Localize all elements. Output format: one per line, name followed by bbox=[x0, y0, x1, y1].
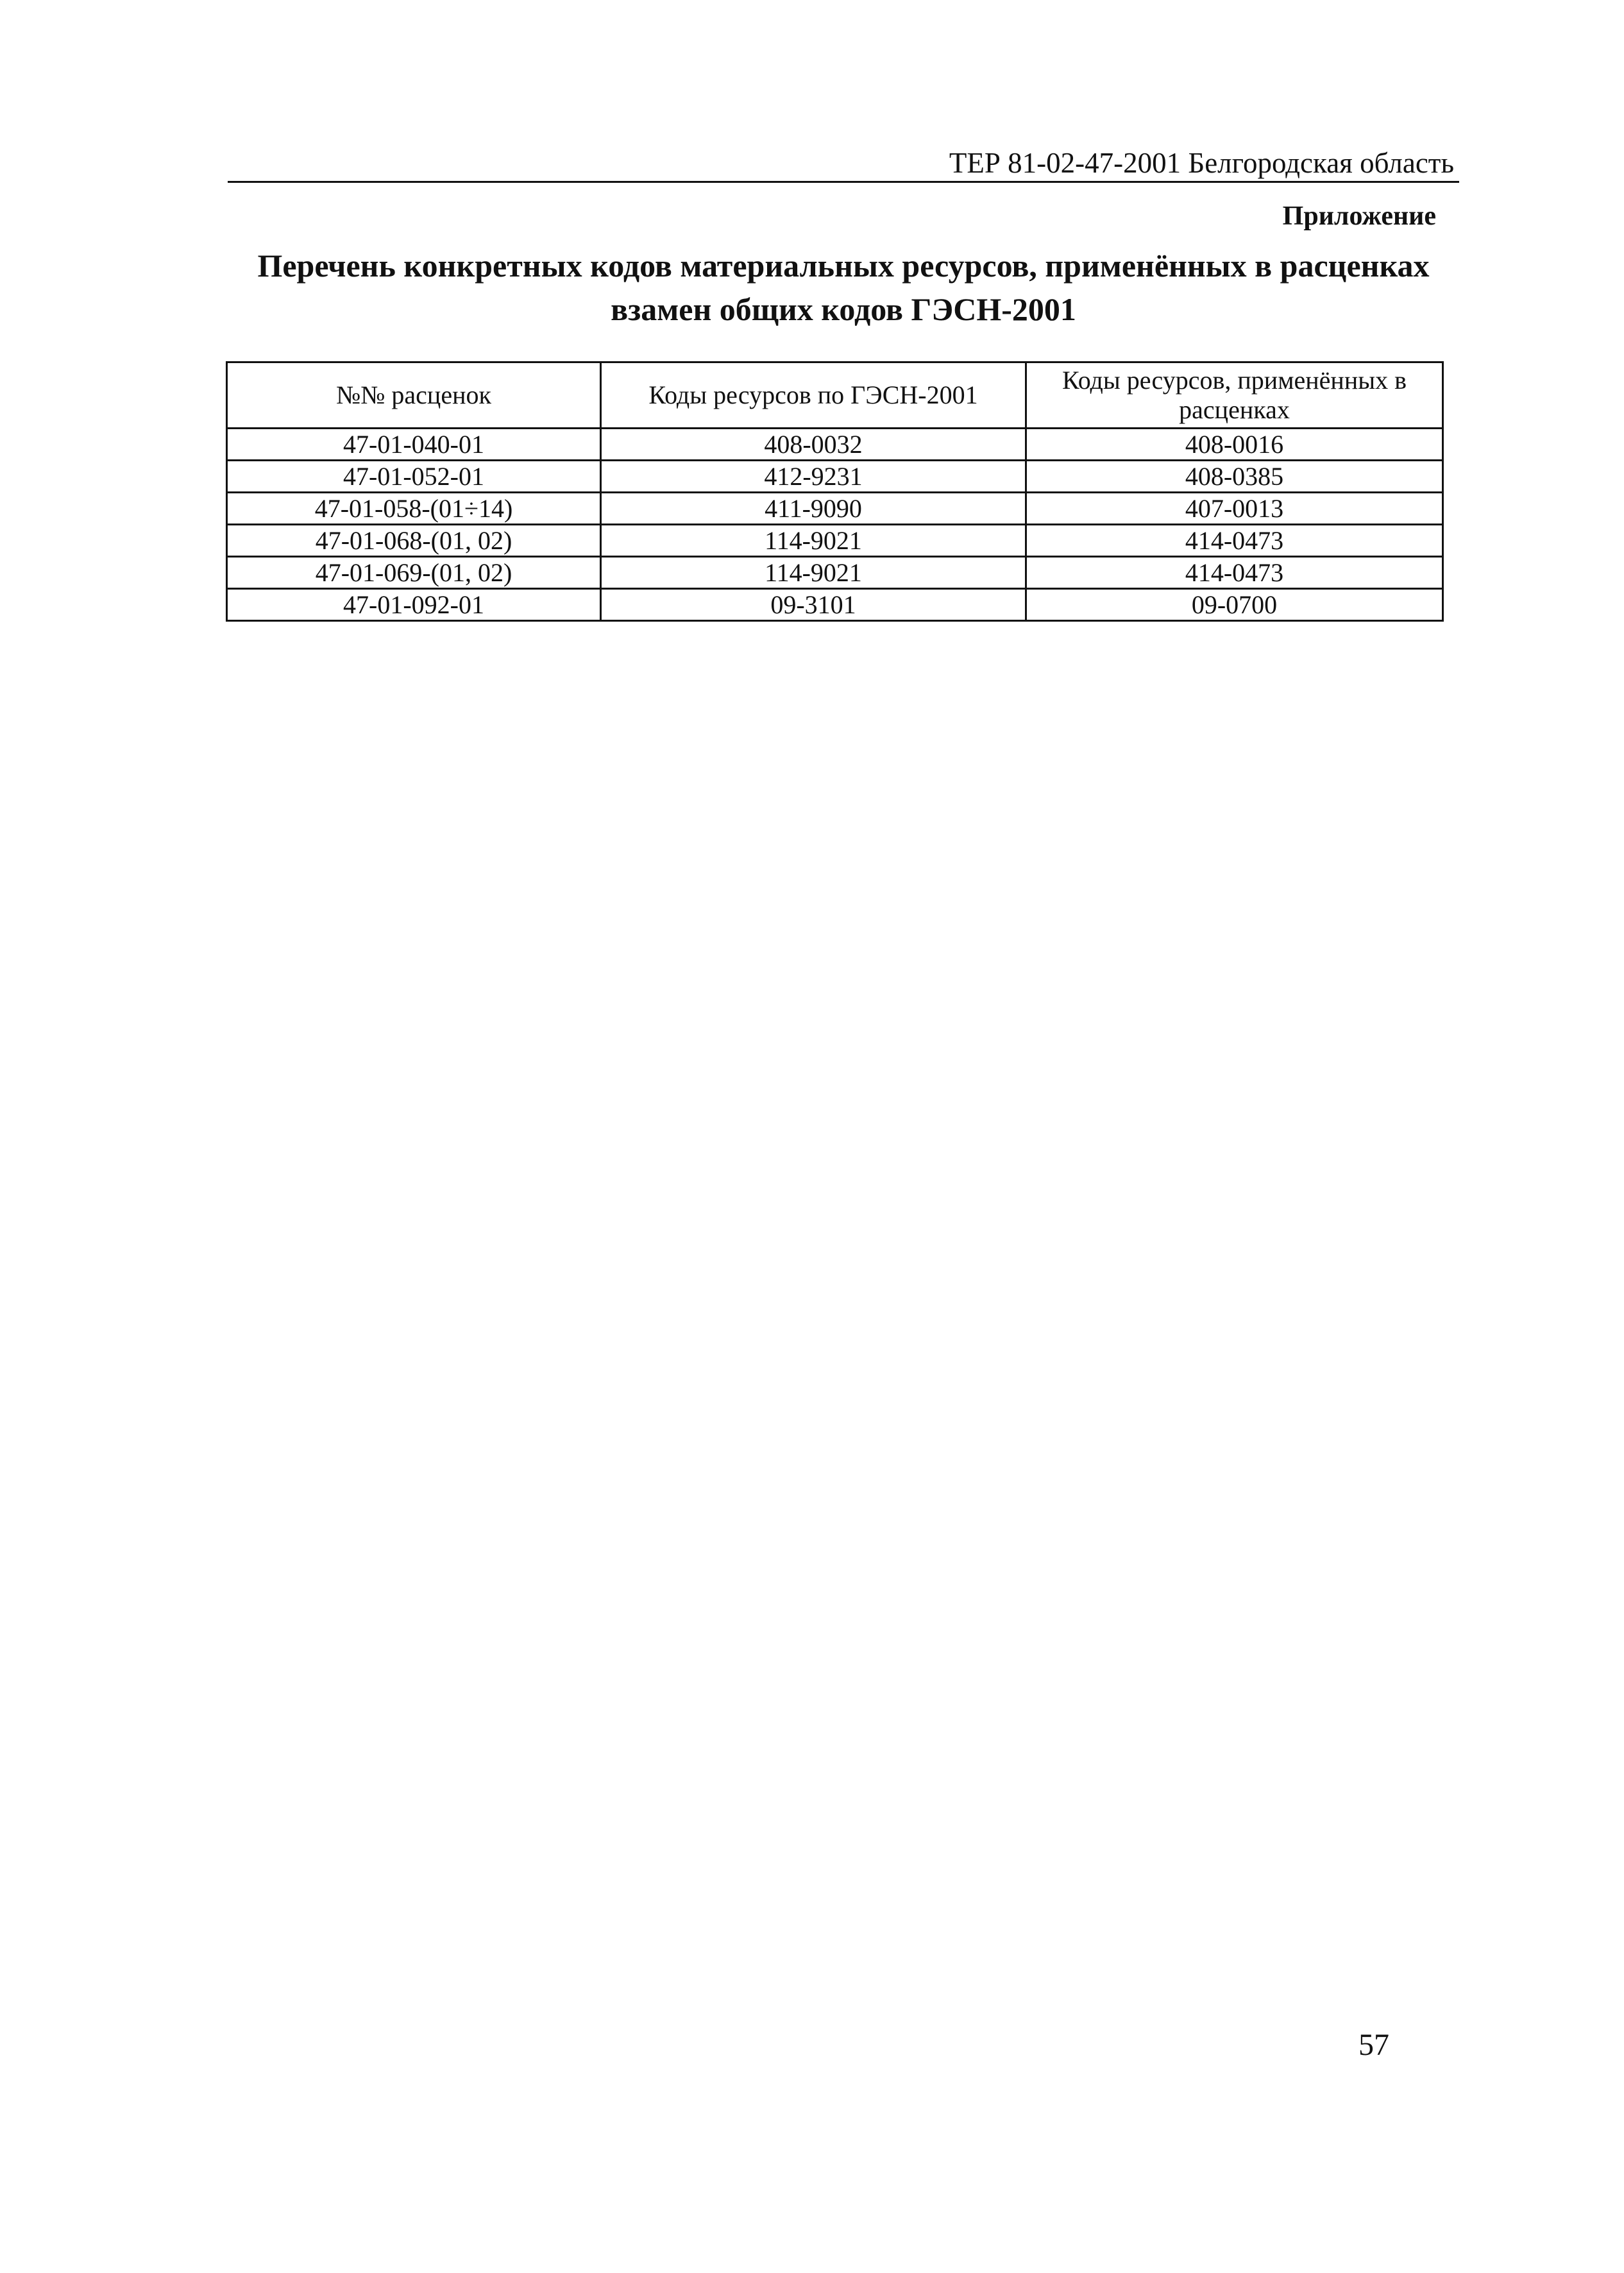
gesn-code-cell: 408-0032 bbox=[601, 429, 1026, 461]
rate-number-cell: 47-01-068-(01, 02) bbox=[227, 525, 601, 557]
column-header-applied-codes: Коды ресурсов, применённых в расценках bbox=[1026, 362, 1443, 429]
table-row bbox=[227, 557, 1443, 589]
column-header-gesn-codes: Коды ресурсов по ГЭСН-2001 bbox=[601, 362, 1026, 429]
applied-code-cell: 408-0385 bbox=[1026, 461, 1443, 493]
applied-code-cell: 414-0473 bbox=[1026, 557, 1443, 589]
gesn-code-cell: 09-3101 bbox=[601, 589, 1026, 621]
gesn-code-cell: 411-9090 bbox=[601, 493, 1026, 525]
applied-code-cell: 09-0700 bbox=[1026, 589, 1443, 621]
header-divider bbox=[228, 181, 1459, 183]
applied-code-cell: 408-0016 bbox=[1026, 429, 1443, 461]
document-title bbox=[228, 244, 1459, 331]
table-row bbox=[227, 493, 1443, 525]
resource-codes-table bbox=[226, 361, 1444, 622]
gesn-code-cell: 114-9021 bbox=[601, 525, 1026, 557]
table-row bbox=[227, 461, 1443, 493]
rate-number-cell: 47-01-092-01 bbox=[227, 589, 601, 621]
appendix-label: Приложение bbox=[1282, 201, 1436, 231]
gesn-code-cell: 412-9231 bbox=[601, 461, 1026, 493]
rate-number-cell: 47-01-052-01 bbox=[227, 461, 601, 493]
table-row bbox=[227, 525, 1443, 557]
document-title-line-1: Перечень конкретных кодов материальных ресурсов, применённых в расценках bbox=[257, 248, 1430, 284]
gesn-code-cell: 114-9021 bbox=[601, 557, 1026, 589]
rate-number-cell: 47-01-040-01 bbox=[227, 429, 601, 461]
document-header-title: ТЕР 81-02-47-2001 Белгородская область bbox=[949, 147, 1454, 179]
applied-code-cell: 414-0473 bbox=[1026, 525, 1443, 557]
rate-number-cell: 47-01-058-(01÷14) bbox=[227, 493, 601, 525]
rate-number-cell: 47-01-069-(01, 02) bbox=[227, 557, 601, 589]
table-row bbox=[227, 429, 1443, 461]
document-title-line-2: взамен общих кодов ГЭСН-2001 bbox=[611, 291, 1076, 327]
column-header-rate-numbers: №№ расценок bbox=[227, 362, 601, 429]
table-row bbox=[227, 589, 1443, 621]
table-header-row bbox=[227, 362, 1443, 429]
applied-code-cell: 407-0013 bbox=[1026, 493, 1443, 525]
page-number: 57 bbox=[1358, 2028, 1389, 2062]
